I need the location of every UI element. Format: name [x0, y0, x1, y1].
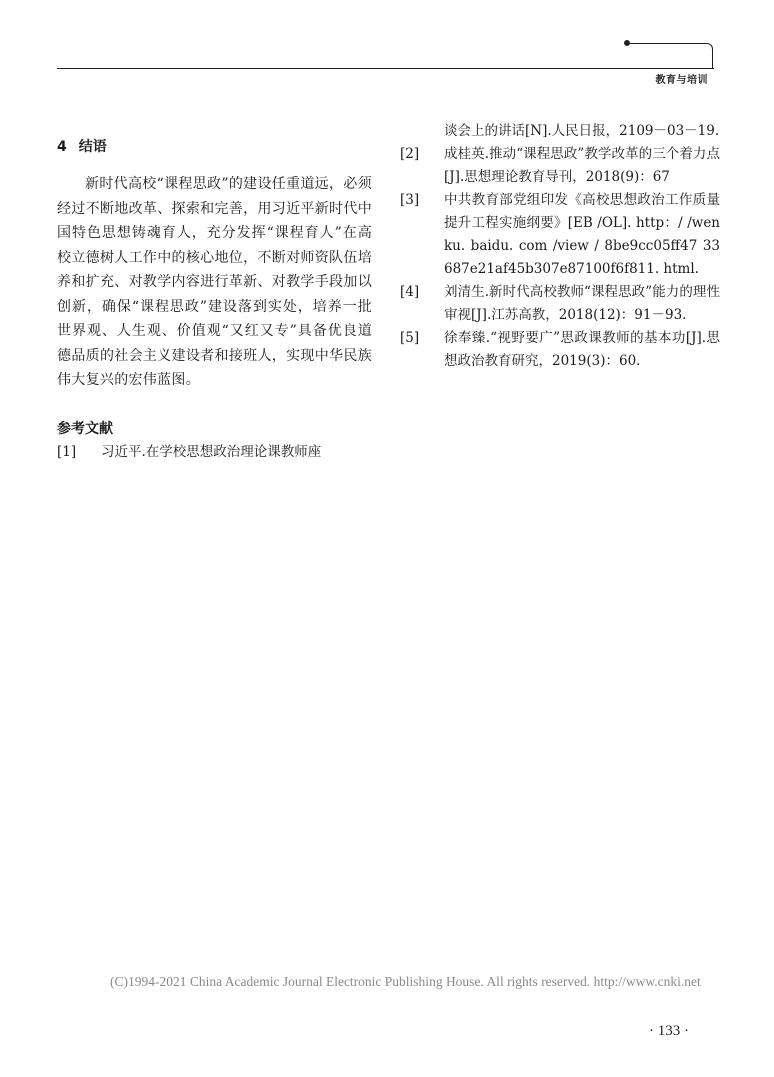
reference-item-2	[400, 143, 720, 189]
reference-text: 徐奉臻.“视野要广”思政课教师的基本功[J].思想政治教育研究，2019(3)：60.	[444, 330, 720, 369]
reference-text: 中共教育部党组印发《高校思想政治工作质量提升工程实施纲要》[EB /OL]. http：/ /wenku. baidu. com /view / 8be9cc05ff47 33687e21af45b307e87100f6f811. html.	[444, 192, 720, 277]
reference-number: [5]	[400, 330, 420, 346]
copyright-notice: (C)1994-2021 China Academic Journal Electronic Publishing House. All rights reserved. http://www.cnki.net	[110, 974, 701, 989]
journal-section-label: 教育与培训	[655, 75, 708, 86]
header-tab-frame	[627, 43, 713, 68]
reference-item-3	[400, 189, 720, 281]
section-heading-conclusion	[57, 134, 372, 160]
conclusion-paragraph: 新时代高校“课程思政”的建设任重道远，必须经过不断地改革、探索和完善，用习近平新时代中国特色思想铸魂育人，充分发挥“课程育人”在高校立德树人工作中的核心地位，不断对师资队伍培养和扩充、对教学内容进行革新、对教学手段加以创新，确保“课程思政”建设落到实处，培养一批世界观、人生观、价值观“又红又专”具备优良道德品质的社会主义建设者和接班人，实现中华民族伟大复兴的宏伟蓝图。	[57, 176, 372, 388]
references-heading: 参考文献	[57, 420, 113, 437]
reference-text: 刘清生.新时代高校教师“课程思政”能力的理性审视[J].江苏高教，2018(12)：91－93.	[444, 284, 720, 323]
reference-text: 成桂英.推动“课程思政”教学改革的三个着力点[J].思想理论教育导刊，2018(9)：67	[444, 146, 720, 185]
reference-item-1	[57, 441, 372, 464]
reference-number: [4]	[400, 284, 420, 300]
right-column	[400, 120, 720, 373]
reference-number: [1]	[57, 443, 77, 460]
reference-item-4	[400, 281, 720, 327]
reference-item-5	[400, 327, 720, 373]
section-title: 结语	[78, 139, 107, 155]
header-rule	[57, 68, 714, 69]
reference-item-1-continuation: 谈会上的讲话[N].人民日报，2109－03－19.	[444, 123, 720, 139]
reference-number: [3]	[400, 192, 420, 208]
reference-number: [2]	[400, 146, 420, 162]
left-column	[57, 134, 372, 464]
reference-text: 习近平.在学校思想政治理论课教师座	[101, 443, 322, 460]
section-number: 4	[57, 139, 67, 155]
page-number: · 133 ·	[649, 1023, 689, 1039]
